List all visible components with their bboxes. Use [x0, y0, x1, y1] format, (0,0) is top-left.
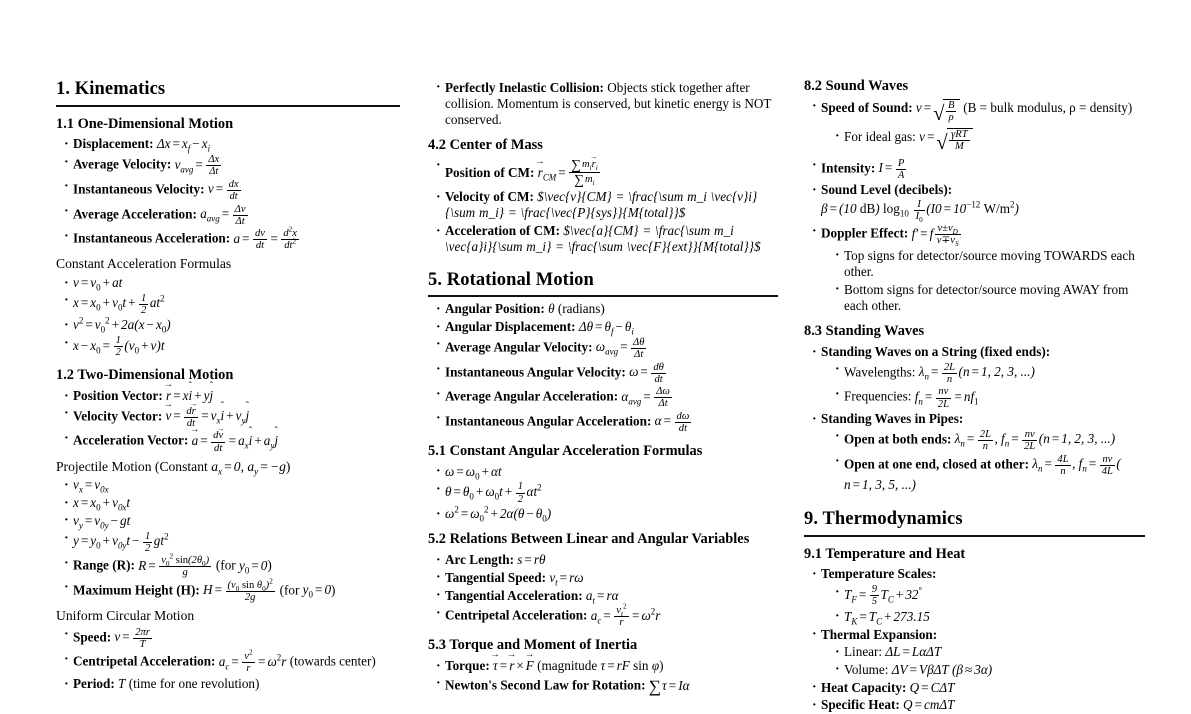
formula-x-position-time: $x = x_0 + v_0t$ + $\frac{1}{2}$ $at^2$	[73, 292, 165, 316]
thermal-expansion-label: Thermal Expansion:	[821, 626, 938, 642]
volume-expansion-note: (β ≈ 3α)	[952, 661, 993, 677]
three-column-layout	[56, 78, 1135, 713]
list-item	[64, 648, 400, 675]
list-item	[64, 154, 400, 177]
formula-label: Instantaneous Angular Acceleration:	[445, 413, 652, 429]
formula-volume-expansion: ΔV = VβΔT	[891, 661, 949, 677]
list-item	[835, 644, 1145, 660]
formula-label: Average Acceleration:	[73, 206, 197, 222]
list-item	[812, 627, 1145, 679]
formula-label: Newton's Second Law for Rotation:	[445, 677, 646, 693]
formula-sound-level: β = (10 dB) $\log_{10}$ $\frac{I}{I_0}$ ($I0 = 10^{-12}$ $W/m^2$)	[821, 198, 1019, 224]
formula-label: Heat Capacity:	[821, 679, 907, 695]
unrendered-latex-cm-acceleration: $\vec{a}{CM} = \frac{\sum m_i \vec{a}i}{\sum m_i} = \frac{\sum \vec{F}{ext}}{M{total}}$	[445, 223, 761, 255]
list-center-of-mass	[428, 158, 778, 256]
list-item	[835, 362, 1145, 385]
formula-label: Instantaneous Velocity:	[73, 181, 205, 197]
formula-label: Maximum Height (H):	[73, 582, 200, 598]
formula-label: Torque:	[445, 658, 490, 674]
formula-label: Tangential Acceleration:	[445, 587, 583, 603]
formula-fahrenheit: $T_F$ = $\frac{9}{5}$ $T_C + 32^\circ$	[844, 584, 923, 608]
formula-doppler-effect: f′ = f $\frac{v\pm v_D}{v\mp v_S}$	[911, 223, 959, 249]
list-item	[436, 80, 778, 129]
section-heading-thermodynamics: 9. Thermodynamics	[804, 508, 1145, 537]
list-item	[835, 429, 1145, 452]
formula-label: Angular Position:	[445, 301, 545, 317]
formula-label: Tangential Speed:	[445, 569, 547, 585]
formula-kelvin: $T_K = T_C + 273.15$	[844, 608, 930, 627]
list-item	[436, 658, 778, 674]
formula-acceleration-vector: a → = $\frac{dv \to}{dt}$ = $a_xi$ ˆ + $a_yj$ ˆ	[192, 433, 278, 448]
formula-v-equals-v0-plus-at: $v = v_0$ + at	[73, 275, 123, 293]
formula-pipes-open-one: $\lambda_n$ = $\frac{4L}{n}$ , $f_n$ = $\frac{nv}{4L}$ (	[1032, 453, 1121, 477]
heading-uniform-circular-motion: Uniform Circular Motion	[56, 607, 195, 623]
list-item	[835, 386, 1145, 409]
formula-position-vector: r → = xi ˆ + yj ˆ	[166, 388, 213, 403]
formula-label: Velocity of CM:	[445, 189, 534, 205]
standing-waves-string-label: Standing Waves on a String (fixed ends):	[821, 344, 1051, 360]
period-note: (time for one revolution)	[128, 676, 260, 692]
formula-average-angular-acceleration: $\alpha_{avg}$ = $\frac{\Delta\omega}{\Delta t}$	[621, 386, 670, 410]
list-projectile-motion	[56, 477, 400, 603]
maxheight-condition: (for $y_0 = 0$)	[279, 582, 336, 601]
list-item	[64, 204, 400, 227]
maxheight-condition-math: $y_0 = 0$	[302, 582, 332, 601]
ideal-gas-label: For ideal gas:	[844, 129, 916, 145]
list-item	[812, 680, 1145, 696]
formula-ucm-speed: v = $\frac{2\pi r}{T}$	[114, 626, 150, 650]
formula-label: Perfectly Inelastic Collision:	[445, 79, 604, 95]
list-item	[436, 362, 778, 385]
list-temperature-scales	[821, 584, 1145, 625]
section-heading-kinematics: 1. Kinematics	[56, 78, 400, 107]
formula-instantaneous-angular-acceleration: α = $\frac{d\omega}{dt}$	[654, 410, 690, 434]
formula-x-projectile: $x = x_0 + v_{0x}t$	[73, 495, 131, 513]
formula-pipes-open-both: $\lambda_n$ = $\frac{2L}{n}$ , $f_n$ = $\frac{nv}{2L}$ (n = 1, 2, 3, ...)	[954, 428, 1116, 452]
formula-displacement: $\Delta x = x_f - x_i$	[156, 136, 211, 155]
formula-label: Intensity:	[821, 160, 876, 176]
projectile-conditions: $a_x = 0$, $a_y = -g$	[211, 458, 286, 477]
torque-note-prefix: (magnitude	[537, 658, 598, 674]
formula-centripetal-acceleration-rot: $a_c$ = $\frac{v_t^2}{r}$ = $\omega^2r$	[590, 602, 661, 629]
list-linear-angular-relations	[428, 552, 778, 628]
volume-expansion-label: Volume:	[844, 661, 889, 677]
torque-magnitude: τ = rF sin φ	[600, 658, 660, 674]
list-thermal-expansion	[821, 644, 1145, 678]
formula-omega-squared: $\omega^2 = \omega_0^2 + 2\alpha(\theta - \theta_0)$	[445, 504, 552, 524]
list-doppler-notes	[821, 248, 1145, 314]
list-item	[64, 388, 400, 404]
formula-cm-position: $r \to_{CM}$ = $\frac{\sum m_ir \to_i}{\sum m_i}$	[538, 165, 602, 180]
doppler-note-away: Bottom signs for detector/source moving AWAY from each other.	[844, 281, 1129, 314]
list-item	[64, 676, 400, 692]
unrendered-latex-cm-velocity: $\vec{v}{CM} = \frac{\sum m_i \vec{v}i}{\sum m_i} = \frac{\vec{P}{sys}}{M{total}}$	[445, 189, 758, 221]
range-condition: (for $y_0 = 0$)	[215, 557, 272, 576]
maxheight-note: (for	[279, 582, 300, 598]
formula-max-height: H = $\frac{(v_0 \sin \theta_0)^2}{2g}$	[203, 577, 273, 603]
wavelengths-label: Wavelengths:	[844, 364, 916, 380]
list-item	[436, 588, 778, 604]
formula-average-acceleration: $a_{avg}$ = $\frac{\Delta v}{\Delta t}$	[200, 203, 246, 227]
list-item	[64, 477, 400, 493]
formula-label: Arc Length:	[445, 552, 514, 568]
list-item	[436, 223, 778, 255]
list-item	[436, 506, 778, 522]
list-torque	[428, 658, 778, 697]
doppler-note-towards: Top signs for detector/source moving TOWARDS each other.	[844, 247, 1135, 280]
formula-instantaneous-acceleration: a = $\frac{dv}{dt}$ = $\frac{d^2x}{dt^2}$	[233, 225, 297, 252]
formula-label: Acceleration Vector:	[73, 433, 189, 449]
formula-label: Instantaneous Angular Velocity:	[445, 364, 626, 380]
heading-constant-acceleration: Constant Acceleration Formulas	[56, 256, 232, 272]
list-item	[64, 531, 400, 554]
inelastic-description: Objects stick together after collision. Momentum is conserved, but kinetic energy is NOT conserved.	[445, 79, 772, 127]
column-1	[56, 78, 428, 692]
formula-tangential-speed: $v_t = r\omega$	[549, 569, 584, 588]
list-item	[812, 223, 1145, 314]
formula-label: Position Vector:	[73, 388, 163, 404]
formula-torque: τ → = r → × F →	[493, 658, 534, 673]
formula-string-frequencies: $f_n$ = $\frac{nv}{2L}$ = $nf_1$	[914, 386, 979, 410]
list-item	[835, 609, 1145, 625]
list-sound-waves	[804, 99, 1145, 315]
list-item	[64, 627, 400, 650]
formula-label: Average Angular Acceleration:	[445, 388, 619, 404]
formula-instantaneous-angular-velocity: ω = $\frac{d\theta}{dt}$	[629, 361, 664, 385]
list-item	[436, 301, 778, 317]
list-item	[812, 344, 1145, 410]
formula-label: Instantaneous Acceleration:	[73, 230, 231, 246]
formula-vy: $v_y = v_{0y}$ − gt	[73, 512, 131, 531]
subsection-standing-waves: 8.3 Standing Waves	[804, 323, 925, 340]
formula-label: Centripetal Acceleration:	[73, 653, 216, 669]
subsection-sound-waves: 8.2 Sound Waves	[804, 78, 909, 94]
range-note: (for	[215, 557, 236, 573]
centripetal-note: (towards center)	[289, 653, 376, 669]
pipes-open-one-label: Open at one end, closed at other:	[844, 456, 1029, 472]
formula-angular-displacement: $\Delta\theta = \theta_f - \theta_i$	[578, 319, 634, 337]
subsection-linear-angular-relations: 5.2 Relations Between Linear and Angular Variables	[428, 531, 750, 548]
list-item	[64, 179, 400, 202]
list-item	[64, 316, 400, 336]
list-item	[64, 430, 400, 453]
list-two-dimensional-motion	[56, 388, 400, 454]
column-3	[804, 78, 1145, 713]
list-item	[436, 319, 778, 335]
list-constant-angular-acceleration	[428, 464, 778, 523]
temperature-scales-label: Temperature Scales:	[821, 566, 937, 582]
list-temperature-heat	[804, 566, 1145, 713]
heading-projectile-motion	[56, 459, 400, 476]
formula-velocity-vector: v → = $\frac{dr \to}{dt}$ = $v_xi$ ˆ + $v_yj$ ˆ	[166, 408, 250, 423]
list-item	[64, 513, 400, 529]
formula-label: Speed:	[73, 629, 112, 645]
formula-specific-heat: Q = cmΔT	[903, 697, 955, 713]
section-heading-rotational-motion: 5. Rotational Motion	[428, 269, 778, 298]
list-item	[64, 406, 400, 429]
formula-label: Specific Heat:	[821, 697, 900, 713]
list-rotational-basics	[428, 301, 778, 434]
formula-arc-length: s = rθ	[517, 552, 546, 568]
list-string-formulas	[821, 362, 1145, 410]
list-item	[835, 454, 1145, 493]
formula-instantaneous-velocity: v = $\frac{dx}{dt}$	[207, 178, 239, 202]
formula-range: R = $\frac{v_0^2 \sin(2\theta_0)}{g}$	[138, 552, 210, 579]
projectile-heading-suffix: )	[285, 458, 291, 474]
formula-tangential-acceleration: $a_t = r\alpha$	[585, 587, 619, 606]
formula-average-velocity: $v_{avg}$ = $\frac{\Delta x}{\Delta t}$	[174, 154, 220, 178]
torque-note-suffix: )	[659, 658, 664, 674]
list-item	[64, 225, 400, 252]
angular-position-note: (radians)	[557, 301, 605, 317]
list-item	[64, 552, 400, 579]
formula-v-squared: $v^2 = v_0^2 + 2a(x - x_0)$	[73, 316, 171, 336]
list-item	[835, 662, 1145, 678]
formula-y-projectile: $y = y_0 + v_{0y}t$ − $\frac{1}{2}$ $gt^2$	[73, 530, 169, 554]
list-item	[436, 386, 778, 409]
projectile-heading-prefix: Projectile Motion (Constant	[56, 458, 212, 474]
formula-string-wavelengths: $\lambda_n$ = $\frac{2L}{n}$ (n = 1, 2, 3, ...)	[918, 361, 1035, 385]
list-item	[64, 275, 400, 291]
pipes-open-both-label: Open at both ends:	[844, 431, 952, 447]
formula-label: Displacement:	[73, 136, 154, 152]
subsection-one-dimensional-motion: 1.1 One-Dimensional Motion	[56, 115, 234, 132]
formula-label: Speed of Sound:	[821, 99, 913, 115]
formula-average-angular-velocity: $\omega_{avg}$ = $\frac{\Delta\theta}{\Delta t}$	[595, 336, 645, 360]
list-item	[436, 464, 778, 480]
list-item	[436, 189, 778, 221]
list-item	[64, 293, 400, 316]
formula-heat-capacity: Q = CΔT	[909, 679, 955, 695]
formula-theta-equals: $\theta = \theta_0 + \omega_0t$ + $\frac{1}{2}$ $\alpha t^2$	[445, 481, 542, 505]
subsection-two-dimensional-motion: 1.2 Two-Dimensional Motion	[56, 367, 234, 384]
list-item	[64, 136, 400, 155]
list-item	[436, 570, 778, 586]
formula-pipes-open-one-n: n = 1, 3, 5, ...)	[844, 476, 916, 492]
list-item	[436, 158, 778, 188]
subsection-constant-angular-acceleration: 5.1 Constant Angular Acceleration Formulas	[428, 443, 703, 460]
formula-ideal-gas-speed: v =√ $\frac{\text{γRT}}{M}$	[919, 129, 973, 144]
list-item	[812, 697, 1145, 713]
list-ideal-gas	[821, 128, 1145, 156]
list-item	[835, 128, 1145, 156]
formula-label: Centripetal Acceleration:	[445, 607, 588, 623]
list-item	[835, 584, 1145, 607]
linear-expansion-label: Linear:	[844, 644, 883, 660]
formula-label: Average Velocity:	[73, 156, 172, 172]
formula-angular-position: θ	[548, 301, 555, 317]
list-item	[812, 411, 1145, 493]
formula-label: Position of CM:	[445, 164, 535, 180]
list-item	[64, 577, 400, 603]
list-item	[436, 337, 778, 360]
formula-label: Angular Displacement:	[445, 319, 576, 335]
list-uniform-circular-motion	[56, 627, 400, 693]
formula-vx: $v_x = v_{0x}$	[73, 477, 109, 495]
formula-x-minus-x0: $x - x_0$ = $\frac{1}{2}$ $(v_0 + v)t$	[73, 335, 165, 359]
formula-label: Sound Level (decibels):	[821, 182, 953, 198]
formula-linear-expansion: ΔL = LαΔT	[885, 644, 942, 660]
list-item	[64, 335, 400, 358]
list-standing-waves	[804, 344, 1145, 493]
list-item	[436, 552, 778, 568]
list-item	[812, 182, 1145, 224]
formula-centripetal-acceleration: $a_c$ = $\frac{v^2}{r}$ = $\omega^2r$	[218, 648, 287, 675]
list-pipe-formulas	[821, 429, 1145, 493]
list-one-dimensional-motion	[56, 136, 400, 251]
formula-omega-equals: $\omega = \omega_0 + \alpha t$	[445, 463, 502, 482]
list-item	[436, 481, 778, 504]
subsection-center-of-mass: 4.2 Center of Mass	[428, 137, 543, 154]
list-collision-continuation	[428, 80, 778, 129]
list-item	[436, 411, 778, 434]
subsection-torque-moment-inertia: 5.3 Torque and Moment of Inertia	[428, 637, 638, 654]
formula-label: Average Angular Velocity:	[445, 339, 593, 355]
speed-sound-note: (B = bulk modulus, ρ = density)	[963, 99, 1133, 115]
formula-label: Doppler Effect:	[821, 225, 909, 241]
list-item	[436, 676, 778, 697]
frequencies-label: Frequencies:	[844, 389, 912, 405]
column-2	[428, 78, 804, 696]
list-item	[812, 158, 1145, 181]
standing-waves-pipes-label: Standing Waves in Pipes:	[821, 411, 964, 427]
subsection-temperature-and-heat: 9.1 Temperature and Heat	[804, 545, 966, 562]
list-item	[835, 282, 1145, 314]
formula-speed-of-sound: v =√ $\frac{B}{\rho}$	[916, 100, 960, 115]
formula-label: Acceleration of CM:	[445, 223, 560, 239]
list-constant-acceleration	[56, 275, 400, 358]
list-item	[835, 248, 1145, 280]
list-item	[64, 495, 400, 511]
formula-intensity: I = $\frac{P}{A}$	[878, 157, 905, 181]
list-item	[436, 602, 778, 629]
formula-label: Period:	[73, 676, 115, 692]
formula-period: T	[118, 676, 126, 692]
torque-note	[537, 658, 663, 673]
list-item	[812, 99, 1145, 157]
formula-label: Velocity Vector:	[73, 408, 163, 424]
formula-newton-rotation: ∑τ = Iα	[648, 676, 690, 696]
range-condition-math: $y_0 = 0$	[238, 557, 268, 576]
formula-label: Range (R):	[73, 557, 135, 573]
list-item	[812, 566, 1145, 625]
